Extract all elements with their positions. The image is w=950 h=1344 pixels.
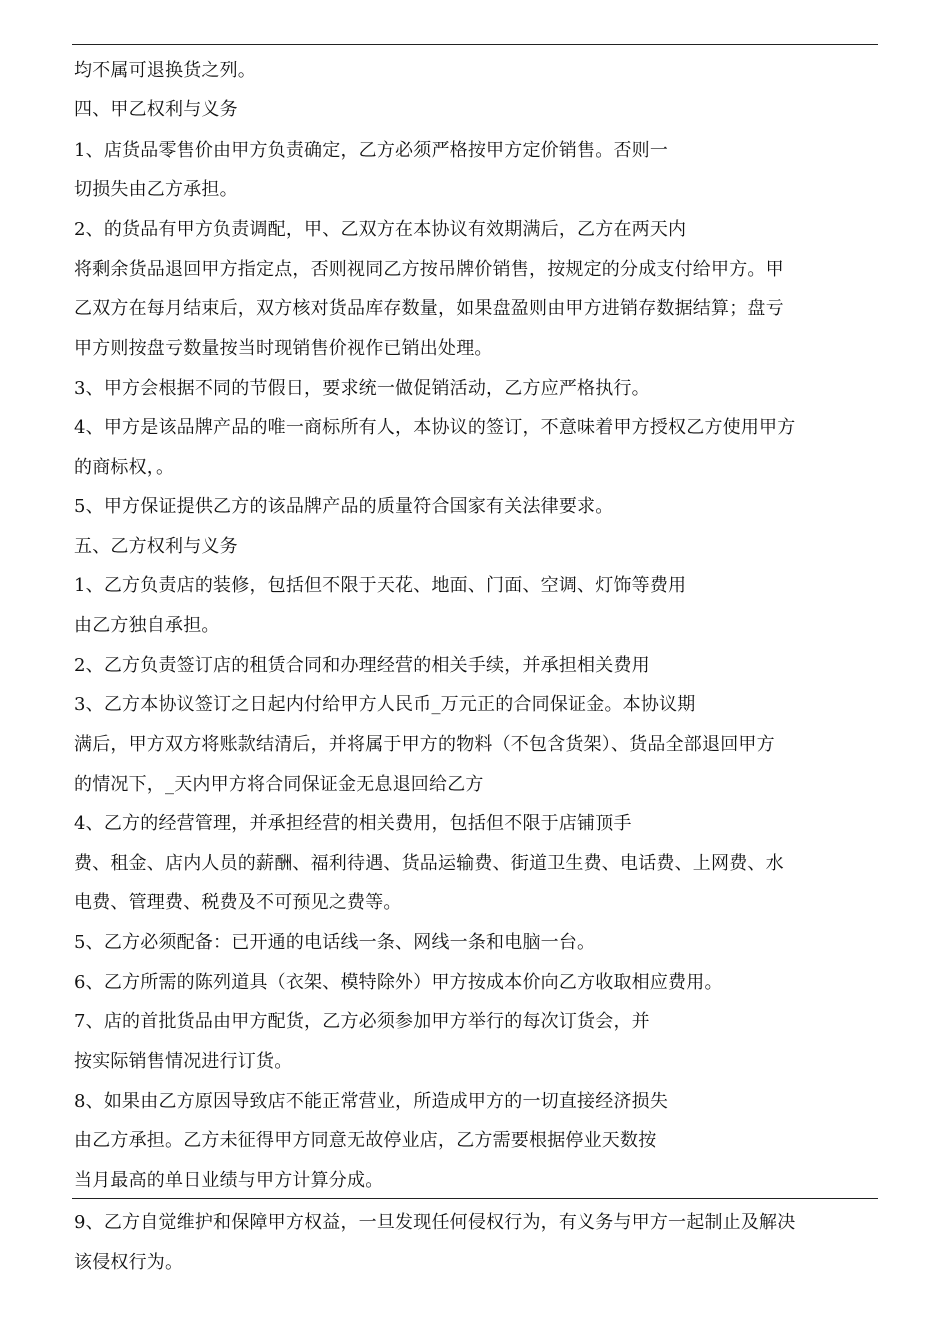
- text-line: 8、如果由乙方原因导致店不能正常营业，所造成甲方的一切直接经济损失: [74, 1091, 669, 1112]
- text-line: 由乙方独自承担。: [74, 615, 220, 636]
- text-line: 3、甲方会根据不同的节假日，要求统一做促销活动，乙方应严格执行。: [74, 378, 650, 399]
- text-line: 9、乙方自觉维护和保障甲方权益，一旦发现任何侵权行为，有义务与甲方一起制止及解决: [74, 1212, 796, 1233]
- text-line: 的商标权，。: [74, 457, 175, 478]
- page-break-divider: [72, 1198, 878, 1199]
- text-line: 由乙方承担。乙方未征得甲方同意无故停业店，乙方需要根据停业天数按: [74, 1130, 657, 1151]
- text-line: 将剩余货品退回甲方指定点，否则视同乙方按吊牌价销售，按规定的分成支付给甲方。甲: [74, 259, 784, 280]
- text-line: 5、甲方保证提供乙方的该品牌产品的质量符合国家有关法律要求。: [74, 496, 614, 517]
- text-line: 7、店的首批货品由甲方配货，乙方必须参加甲方举行的每次订货会，并: [74, 1011, 650, 1032]
- text-line: 4、乙方的经营管理，并承担经营的相关费用，包括但不限于店铺顶手: [74, 813, 632, 834]
- text-line: 4、甲方是该品牌产品的唯一商标所有人，本协议的签订，不意味着甲方授权乙方使用甲方: [74, 417, 796, 438]
- text-line: 的情况下，_天内甲方将合同保证金无息退回给乙方: [74, 774, 484, 795]
- top-divider: [72, 44, 878, 45]
- text-line: 1、乙方负责店的装修，包括但不限于天花、地面、门面、空调、灯饰等费用: [74, 575, 687, 596]
- text-line: 均不属可退换货之列。: [74, 60, 256, 81]
- text-line: 甲方则按盘亏数量按当时现销售价视作已销出处理。: [74, 338, 493, 359]
- section-heading: 五、乙方权利与义务: [74, 536, 238, 557]
- text-line: 3、乙方本协议签订之日起内付给甲方人民币_万元正的合同保证金。本协议期: [74, 694, 696, 715]
- text-line: 当月最高的单日业绩与甲方计算分成。: [74, 1170, 384, 1191]
- text-line: 满后，甲方双方将账款结清后，并将属于甲方的物料（不包含货架）、货品全部退回甲方: [74, 734, 775, 755]
- text-line: 5、乙方必须配备：已开通的电话线一条、网线一条和电脑一台。: [74, 932, 596, 953]
- text-line: 切损失由乙方承担。: [74, 179, 238, 200]
- text-line: 电费、管理费、税费及不可预见之费等。: [74, 892, 402, 913]
- text-line: 6、乙方所需的陈列道具（衣架、模特除外）甲方按成本价向乙方收取相应费用。: [74, 972, 723, 993]
- text-line: 乙双方在每月结束后，双方核对货品库存数量，如果盘盈则由甲方进销存数据结算；盘亏: [74, 298, 784, 319]
- text-line: 该侵权行为。: [74, 1252, 184, 1273]
- text-line: 按实际销售情况进行订货。: [74, 1051, 293, 1072]
- section-heading: 四、甲乙权利与义务: [74, 99, 238, 120]
- text-line: 1、店货品零售价由甲方负责确定，乙方必须严格按甲方定价销售。否则一: [74, 140, 669, 161]
- text-line: 费、租金、店内人员的薪酬、福利待遇、货品运输费、街道卫生费、电话费、上网费、水: [74, 853, 784, 874]
- text-line: 2、乙方负责签订店的租赁合同和办理经营的相关手续，并承担相关费用: [74, 655, 650, 676]
- text-line: 2、的货品有甲方负责调配，甲、乙双方在本协议有效期满后，乙方在两天内: [74, 219, 687, 240]
